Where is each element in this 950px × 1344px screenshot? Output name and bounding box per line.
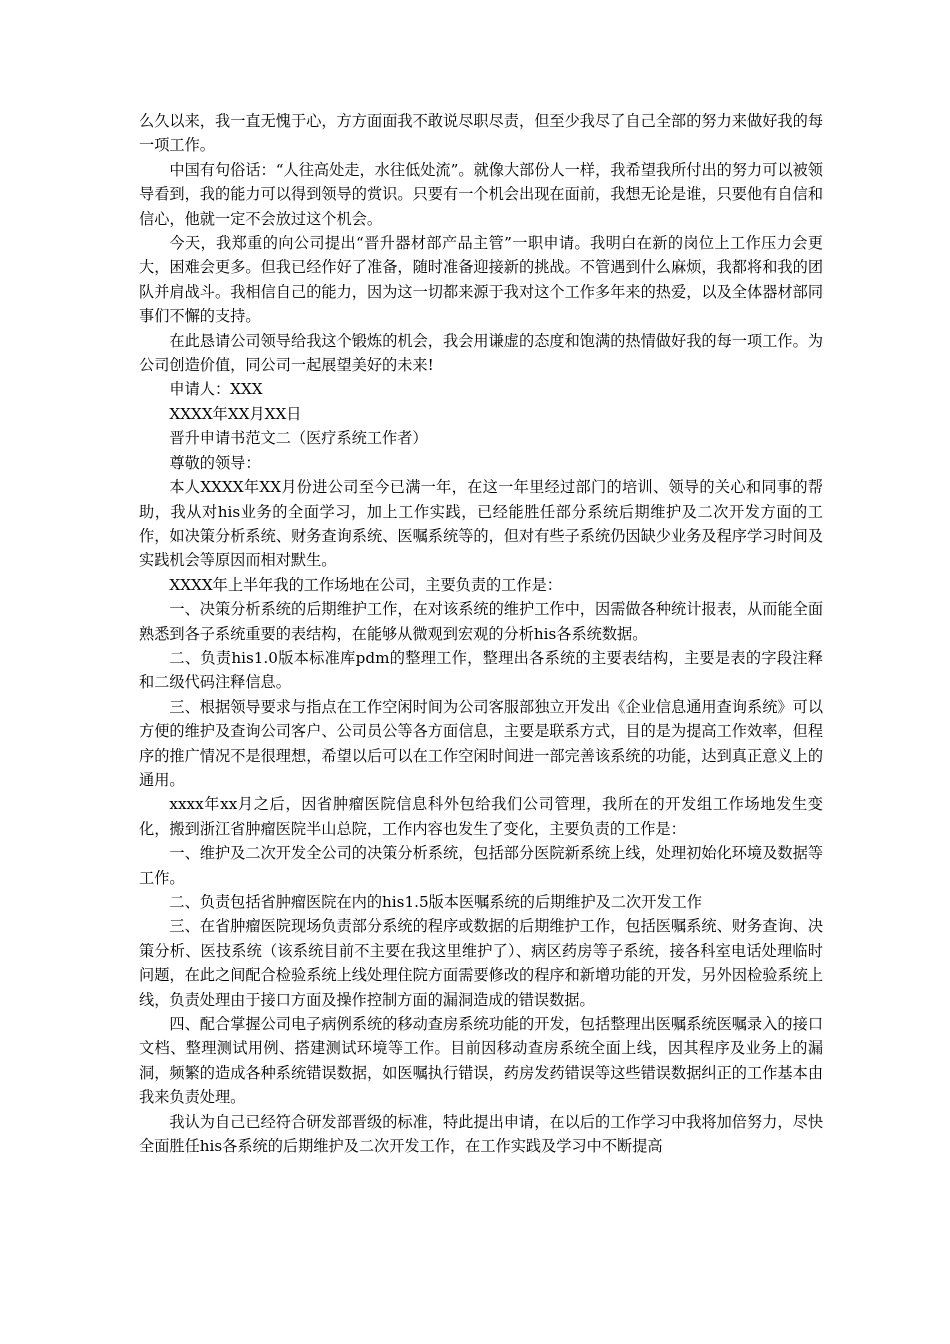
paragraph-duty-1: 一、决策分析系统的后期维护工作，在对该系统的维护工作中，因需做各种统计报表，从而能全面熟悉到各子系统重要的表结构，在能够从微观到宏观的分析his各系统数据。 xyxy=(139,600,823,643)
paragraph-new-duty-3: 三、在省肿瘤医院现场负责部分系统的程序或数据的后期维护工作，包括医嘱系统、财务查询、决策分析、医技系统（该系统目前不主要在我这里维护了）、病区药房等子系统，接各科室电话处理临时问题，在此之间配合检验系统上线处理住院方面需要修改的程序和新增功能的开发，另外因检验系统上线，负责处理由于接口方面及操作控制方面的漏洞造成的错误数据。 xyxy=(139,917,823,1009)
paragraph-conclusion: 我认为自己已经符合研发部晋级的标准，特此提出申请，在以后的工作学习中我将加倍努力，尽快全面胜任his各系统的后期维护及二次开发工作，在工作实践及学习中不断提高 xyxy=(139,1112,823,1156)
paragraph-first-half-year: XXXX年上半年我的工作场地在公司，主要负责的工作是： xyxy=(169,575,562,594)
section-title: 晋升申请书范文二（医疗系统工作者） xyxy=(169,429,428,448)
paragraph-application-statement: 今天，我郑重的向公司提出“晋升器材部产品主管”一职申请。我明白在新的岗位上工作压力会更大，困难会更多。但我已经作好了准备，随时准备迎接新的挑战。不管遇到什么麻烦，我都将和我的团队并肩战斗。我相信自己的能力，因为这一切都来源于我对这个工作多年来的热爱，以及全体器材部同事们不懈的支持。 xyxy=(139,234,823,326)
paragraph-duty-2: 二、负责his1.0版本标准库pdm的整理工作，整理出各系统的主要表结构，主要是表的字段注释和二级代码注释信息。 xyxy=(139,648,823,692)
paragraph-duty-3: 三、根据领导要求与指点在工作空闲时间为公司客服部独立开发出《企业信息通用查询系统》可以方便的维护及查询公司客户、公司员公等各方面信息，主要是联系方式，目的是为提高工作效率，但程序的推广情况不是很理想，希望以后可以在工作空闲时间进一部完善该系统的功能，达到真正意义上的通用。 xyxy=(139,697,823,789)
paragraph-proverb: 中国有句俗话：“人往高处走，水往低处流”。就像大部份人一样，我希望我所付出的努力可以被领导看到，我的能力可以得到领导的赏识。只要有一个机会出现在面前，我想无论是谁，只要他有自信和信心，他就一定不会放过这个机会。 xyxy=(139,160,823,228)
paragraph-new-duty-2: 二、负责包括省肿瘤医院在内的his1.5版本医嘱系统的后期维护及二次开发工作 xyxy=(169,893,702,911)
paragraph-intro: 本人XXXX年XX月份进公司至今已满一年，在这一年里经过部门的培训、领导的关心和同事的帮助，我从对his业务的全面学习，加上工作实践，已经能胜任部分系统后期维护及二次开发方面的工作，如决策分析系统、财务查询系统、医嘱系统等的，但对有些子系统仍因缺少业务及程序学习时间及实践机会等原因而相对默生。 xyxy=(139,478,823,570)
paragraph-new-duty-4: 四、配合掌握公司电子病例系统的移动查房系统功能的开发，包括整理出医嘱系统医嘱录入的接口文档、整理测试用例、搭建测试环境等工作。目前因移动查房系统全面上线，因其程序及业务上的漏洞，频繁的造成各种系统错误数据，如医嘱执行错误，药房发药错误等这些错误数据纠正的工作基本由我来负责处理。 xyxy=(139,1015,823,1107)
paragraph-continuation: 么久以来，我一直无愧于心，方方面面我不敢说尽职尽责，但至少我尽了自己全部的努力来做好我的每一项工作。 xyxy=(139,112,823,155)
paragraph-request: 在此恳请公司领导给我这个锻炼的机会，我会用谦虚的态度和饱满的热情做好我的每一项工作。为公司创造价值，同公司一起展望美好的未来! xyxy=(139,331,823,375)
application-date: XXXX年XX月XX日 xyxy=(169,404,302,423)
paragraph-new-duty-1: 一、维护及二次开发全公司的决策分析系统，包括部分医院新系统上线，处理初始化环境及数据等工作。 xyxy=(139,844,823,887)
applicant-signature: 申请人：XXX xyxy=(169,380,263,399)
paragraph-relocation: xxxx年xx月之后，因省肿瘤医院信息科外包给我们公司管理，我所在的开发组工作场地发生变化，搬到浙江省肿瘤医院半山总院，工作内容也发生了变化，主要负责的工作是： xyxy=(139,795,823,838)
salutation: 尊敬的领导： xyxy=(169,453,261,472)
document-body xyxy=(139,109,823,1158)
